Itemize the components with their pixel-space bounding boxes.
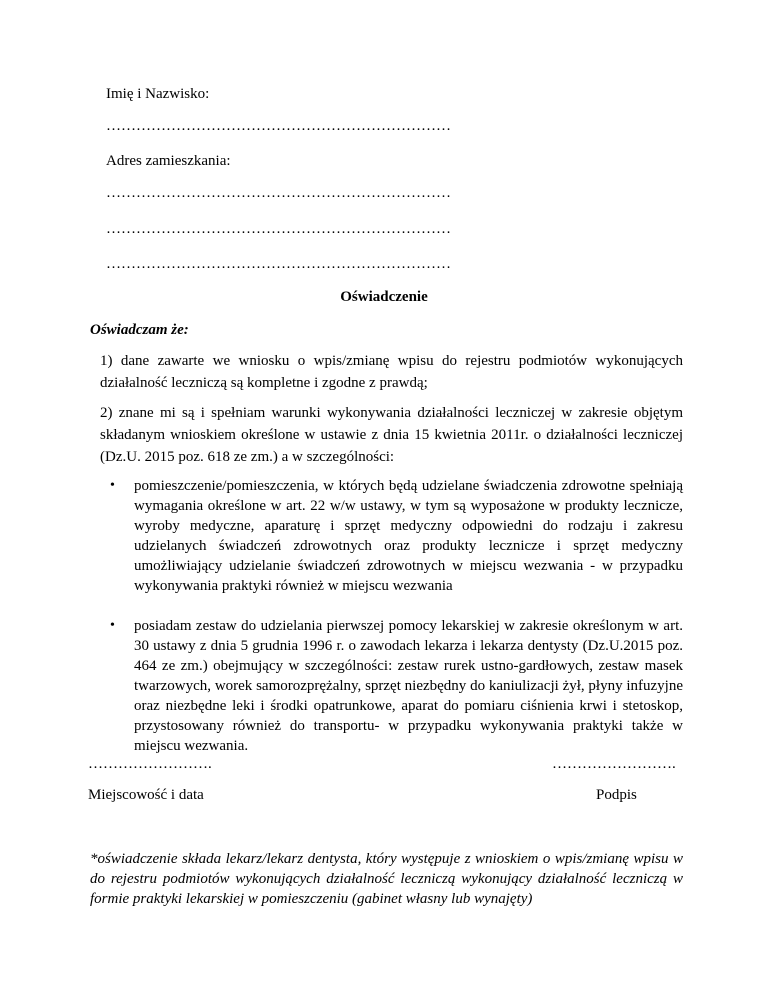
place-date-field[interactable]: ……………………. xyxy=(88,756,212,772)
list-item xyxy=(110,476,683,596)
name-label: Imię i Nazwisko: xyxy=(106,86,210,102)
address-field-line-2[interactable]: …………………………………………………………… xyxy=(106,221,451,237)
declaration-intro: Oświadczam że: xyxy=(90,322,189,338)
bullet-list xyxy=(110,476,683,756)
signature-field[interactable]: ……………………. xyxy=(552,756,676,772)
document-title: Oświadczenie xyxy=(340,289,428,305)
bullet-icon: • xyxy=(110,618,115,633)
footnote: *oświadczenie składa lekarz/lekarz dentysta, który występuje z wnioskiem o wpis/zmianę wpisu w do rejestru podmiotów wykonujących działalność leczniczą wykonujący działalność leczniczą w formie praktyki lekarskiej w pomieszczeniu (gabinet własny lub wynajęty) xyxy=(90,851,683,907)
address-field-line-1[interactable]: …………………………………………………………… xyxy=(106,185,451,201)
declaration-point-1: 1) dane zawarte we wniosku o wpis/zmianę wpisu do rejestru podmiotów wykonujących działalność leczniczą są kompletne i zgodne z prawdą; xyxy=(100,353,683,391)
list-item-text: pomieszczenie/pomieszczenia, w których będą udzielane świadczenia zdrowotne spełniają wymagania określone w art. 22 w/w ustawy, w tym są wyposażone w produkty lecznicze, wyroby medyczne, aparaturę i sprzęt medyczny odpowiedni do rodzaju i zakresu udzielanych świadczeń zdrowotnych oraz produkty lecznicze i sprzęt medyczny umożliwiający udzielanie świadczeń zdrowotnych w miejscu wezwania - w przypadku wykonywania praktyki również w miejscu wezwania xyxy=(134,478,683,594)
address-label: Adres zamieszkania: xyxy=(106,153,231,169)
list-item xyxy=(110,616,683,756)
signature-label: Podpis xyxy=(596,787,637,803)
list-item-text: posiadam zestaw do udzielania pierwszej pomocy lekarskiej w zakresie określonym w art. 30 ustawy z dnia 5 grudnia 1996 r. o zawodach lekarza i lekarza dentysty (Dz.U.2015 poz. 464 ze zm.) obejmujący w szczególności: zestaw rurek ustno-gardłowych, zestaw masek twarzowych, worek samorozprężalny, sprzęt niezbędny do kaniulizacji żył, płyny infuzyjne oraz niezbędne leki i środki opatrunkowe, aparat do pomiaru ciśnienia krwi i stetoskop, przystosowany również do transportu- w przypadku wykonywania praktyki także w miejscu wezwania. xyxy=(134,618,683,754)
declaration-point-2: 2) znane mi są i spełniam warunki wykonywania działalności leczniczej w zakresie objętym składanym wnioskiem określone w ustawie z dnia 15 kwietnia 2011r. o działalności leczniczej (Dz.U. 2015 poz. 618 ze zm.) a w szczególności: xyxy=(100,405,683,465)
bullet-icon: • xyxy=(110,478,115,493)
address-field-line-3[interactable]: …………………………………………………………… xyxy=(106,256,451,272)
place-date-label: Miejscowość i data xyxy=(88,787,204,803)
name-field[interactable]: …………………………………………………………… xyxy=(106,118,451,134)
